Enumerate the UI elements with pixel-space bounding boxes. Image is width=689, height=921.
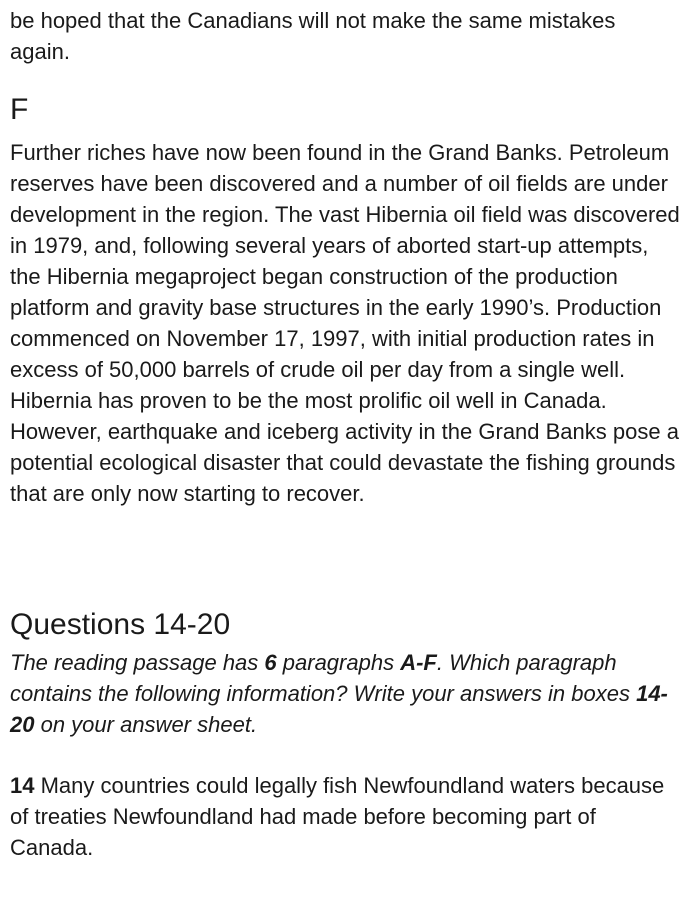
continued-paragraph-line2: again.: [10, 39, 70, 64]
instructions-paragraph-range: A-F: [400, 650, 437, 675]
question-number: 14: [10, 773, 35, 798]
continued-paragraph-line1: be hoped that the Canadians will not make the same mistakes: [10, 8, 616, 33]
instructions-text-3: . Which paragraph contains the following information? Write your answers in boxes: [10, 650, 637, 706]
section-letter-f: F: [10, 93, 29, 126]
document-page: [10, 0, 682, 885]
instructions-box-range: 14-20: [10, 681, 668, 737]
instructions-text-1: The reading passage has: [10, 650, 265, 675]
questions-instructions: [10, 647, 682, 740]
questions-heading: Questions 14-20: [10, 608, 231, 641]
section-f-paragraph: Further riches have now been found in the Grand Banks. Petroleum reserves have been discovered and a number of oil fields are under development in the region. The vast Hibernia oil field was discovered in 1979, and, following several years of aborted start-up attempts, the Hibernia megaproject began construction of the production platform and gravity base structures in the early 1990’s. Production commenced on November 17, 1997, with initial production rates in excess of 50,000 barrels of crude oil per day from a single well. Hibernia has proven to be the most prolific oil well in Canada. However, earthquake and iceberg activity in the Grand Banks pose a potential ecological disaster that could devastate the fishing grounds that are only now starting to recover.: [10, 140, 680, 506]
continued-paragraph: [10, 5, 682, 67]
instructions-paragraph-count: 6: [264, 650, 277, 675]
instructions-text-4: on your answer sheet.: [34, 712, 258, 737]
question-text: Many countries could legally fish Newfoundland waters because of treaties Newfoundland had made before becoming part of Canada.: [10, 773, 665, 860]
question-item: [10, 770, 682, 863]
instructions-text-2: paragraphs: [276, 650, 401, 675]
